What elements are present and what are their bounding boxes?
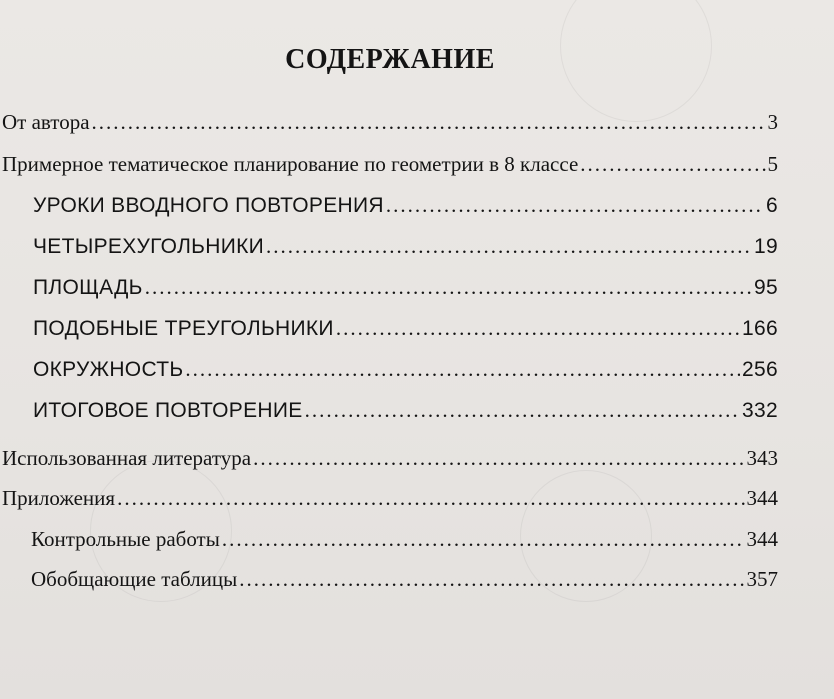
dot-leader	[145, 275, 752, 300]
toc-entry-page: 6	[766, 194, 778, 217]
toc-entry-page: 332	[742, 399, 778, 422]
toc-entry-page: 344	[746, 486, 778, 510]
toc-entry-page: 3	[767, 110, 778, 134]
toc-entry-page: 343	[746, 446, 778, 470]
dot-leader	[266, 234, 752, 259]
toc-entry-page: 19	[754, 235, 778, 258]
toc-entry-label: ПОДОБНЫЕ ТРЕУГОЛЬНИКИ	[33, 317, 334, 340]
toc-entry-summary-tables[interactable]	[31, 567, 778, 597]
toc-entry-similar-triangles[interactable]	[33, 316, 778, 346]
toc-entry-page: 95	[754, 276, 778, 299]
toc-entry-circle[interactable]	[33, 357, 778, 387]
contents-heading: СОДЕРЖАНИЕ	[285, 44, 495, 75]
dot-leader	[386, 193, 764, 218]
toc-entry-label: Обобщающие таблицы	[31, 567, 238, 591]
toc-entry-area[interactable]	[33, 275, 778, 305]
toc-entry-label: Примерное тематическое планирование по геометрии в 8 классе	[2, 152, 579, 176]
toc-entry-label: Контрольные работы	[31, 527, 220, 551]
dot-leader	[185, 357, 740, 382]
dot-leader	[239, 567, 744, 592]
toc-entry-label: УРОКИ ВВОДНОГО ПОВТОРЕНИЯ	[33, 194, 384, 217]
toc-entry-label: ОКРУЖНОСТЬ	[33, 358, 184, 381]
dot-leader	[253, 446, 744, 471]
toc-entry-label: От автора	[2, 110, 90, 134]
dot-leader	[580, 152, 765, 177]
toc-entry-page: 344	[746, 527, 778, 551]
toc-entry-intro-lessons[interactable]	[33, 193, 778, 223]
toc-entry-label: ИТОГОВОЕ ПОВТОРЕНИЕ	[33, 399, 303, 422]
dot-leader	[92, 110, 766, 135]
dot-leader	[305, 398, 740, 423]
dot-leader	[336, 316, 740, 341]
toc-entry-label: ПЛОЩАДЬ	[33, 276, 143, 299]
toc-entry-label: Использованная литература	[2, 446, 252, 470]
toc-entry-planning[interactable]	[2, 152, 778, 182]
toc-entry-appendices[interactable]	[2, 486, 778, 516]
toc-entry-page: 166	[742, 317, 778, 340]
dot-leader	[222, 527, 745, 552]
toc-entry-label: Приложения	[2, 486, 116, 510]
toc-entry-references[interactable]	[2, 446, 778, 476]
toc-entry-quadrilaterals[interactable]	[33, 234, 778, 264]
toc-entry-page: 5	[767, 152, 778, 176]
toc-entry-label: ЧЕТЫРЕХУГОЛЬНИКИ	[33, 235, 265, 258]
toc-entry-from-author[interactable]	[2, 110, 778, 140]
dot-leader	[117, 486, 744, 511]
toc-entry-page: 256	[742, 358, 778, 381]
toc-entry-page: 357	[746, 567, 778, 591]
toc-entry-final-review[interactable]	[33, 398, 778, 428]
toc-entry-tests[interactable]	[31, 527, 778, 557]
